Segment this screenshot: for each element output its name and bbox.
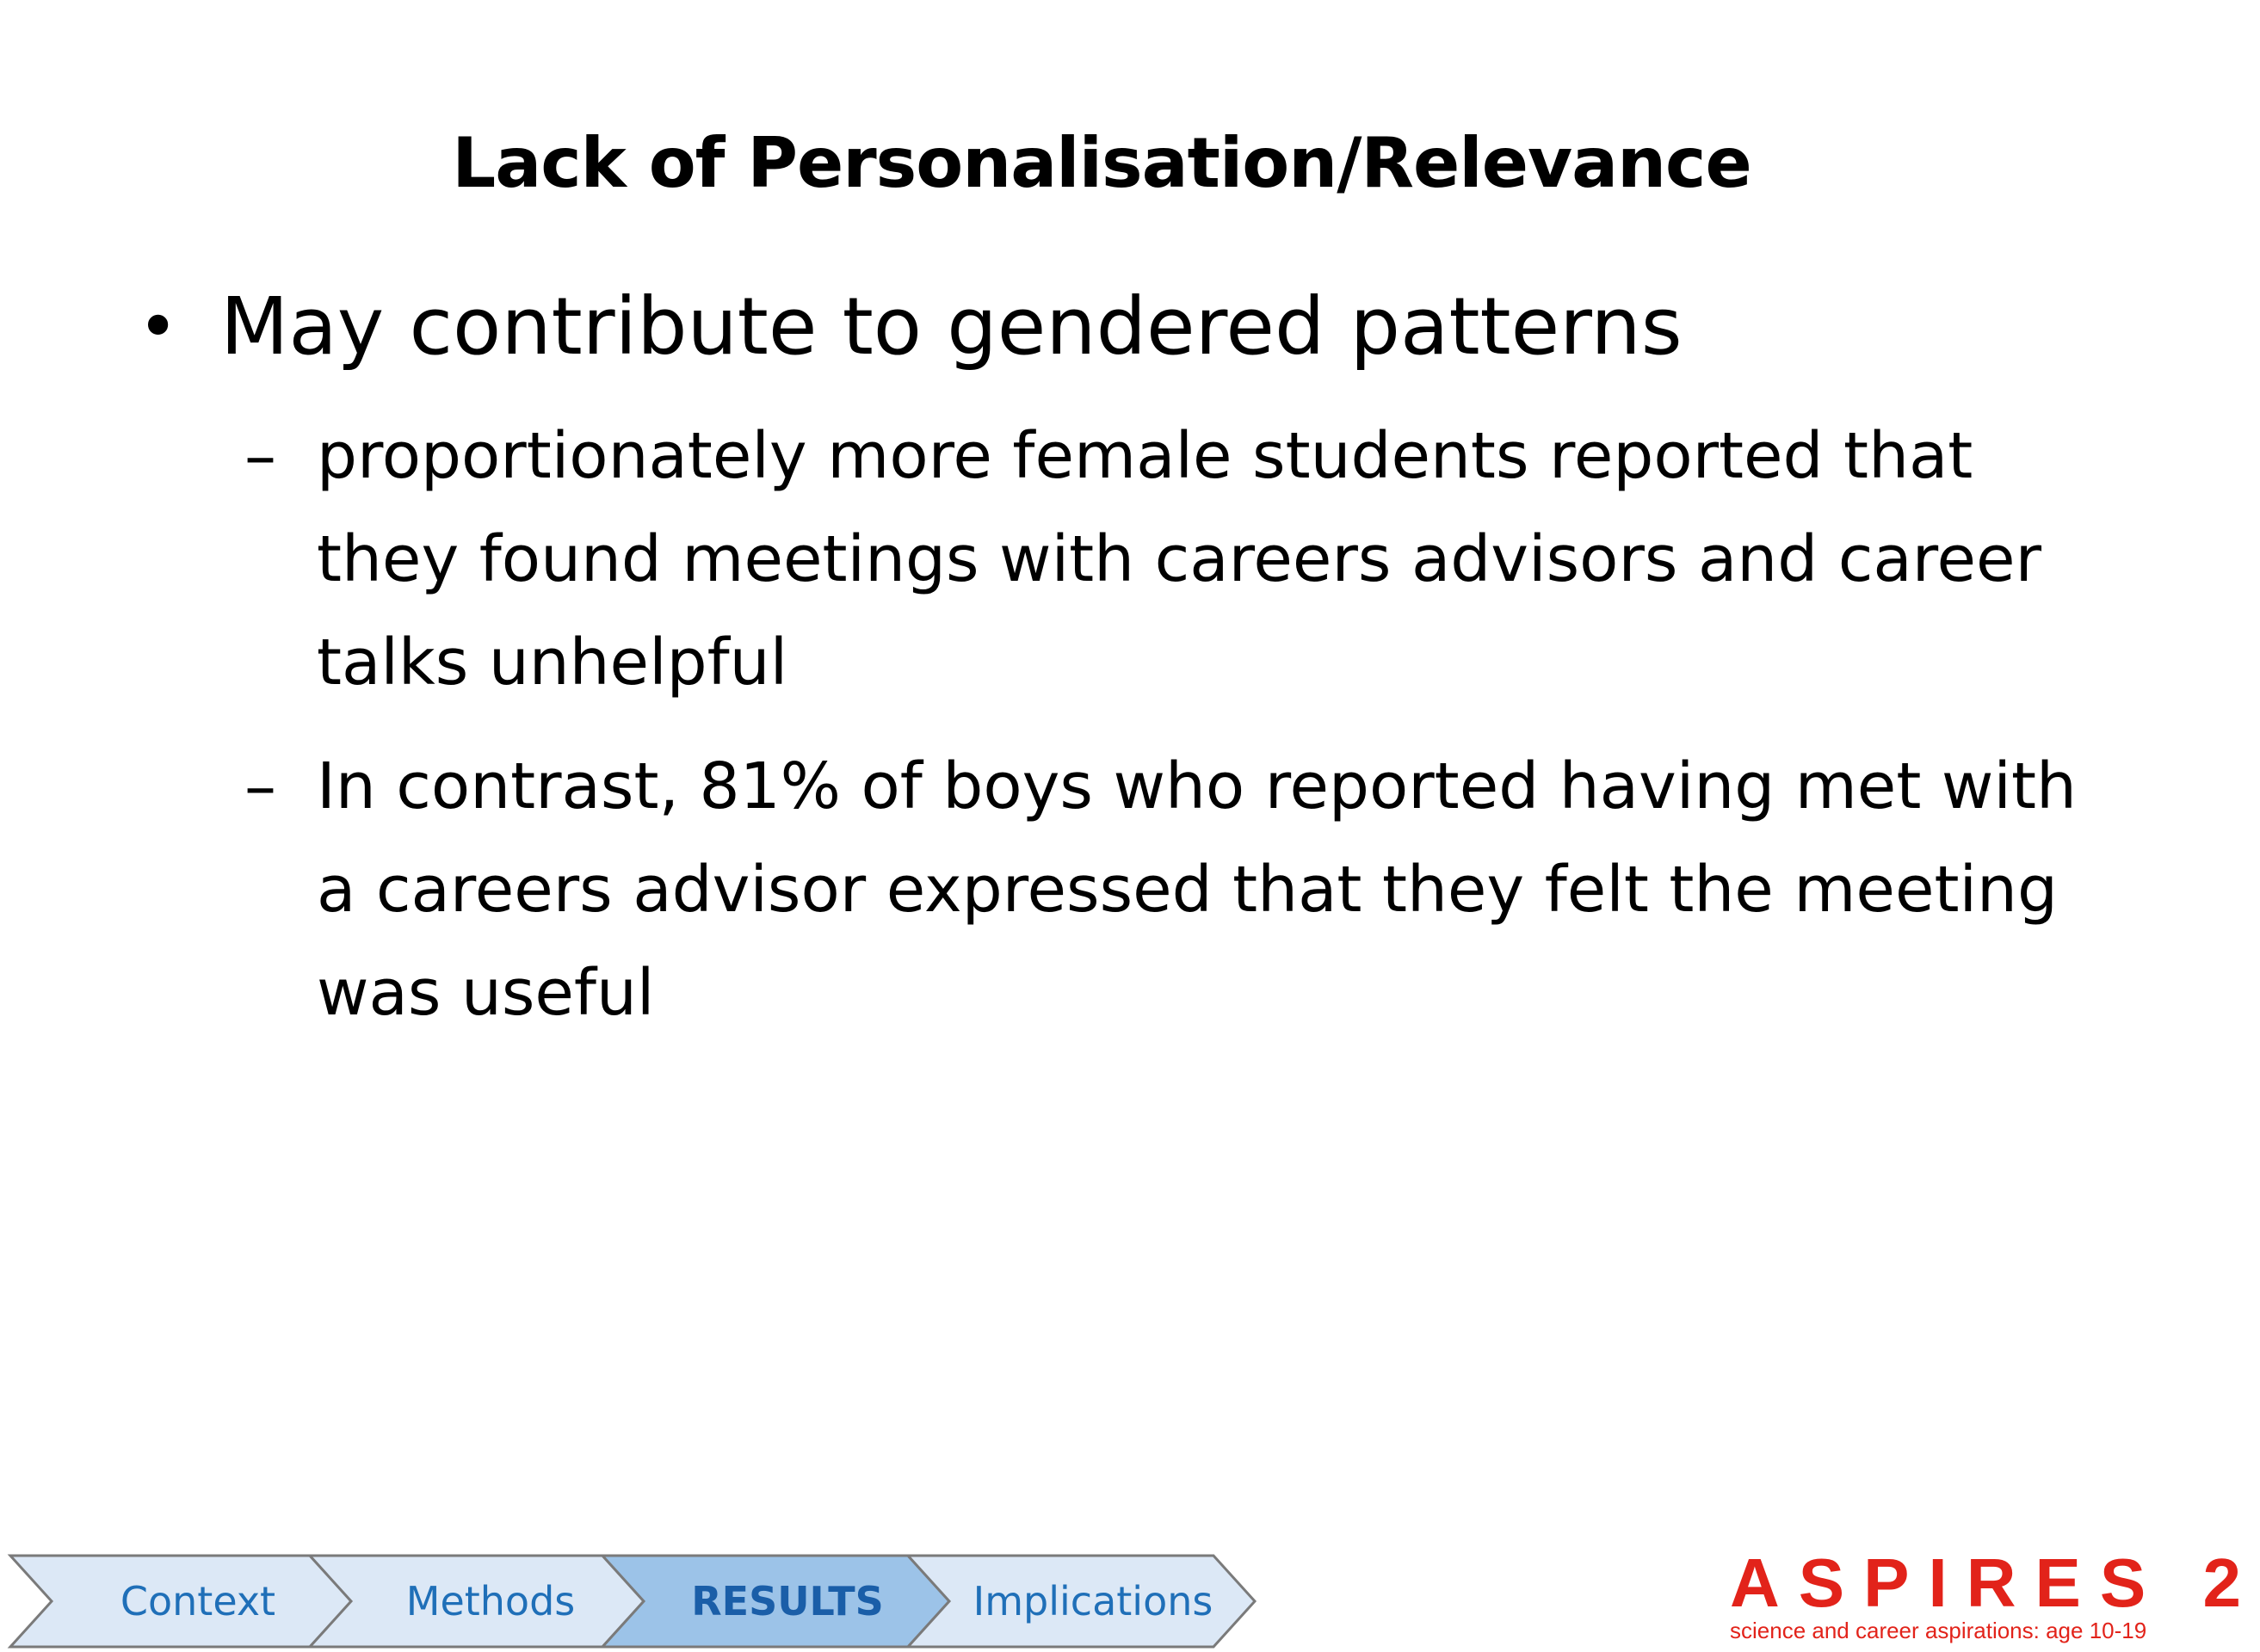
- section-navigation: [9, 1554, 1265, 1649]
- nav-item-methods[interactable]: Methods: [405, 1578, 576, 1624]
- sub-bullet-text: proportionately more female students reported that they found meetings with careers advisors and career talks unhelpful: [317, 419, 2041, 700]
- bullet-marker: •: [138, 287, 179, 367]
- sub-bullet-item: [244, 735, 2133, 1045]
- sub-bullet-marker: –: [244, 419, 276, 493]
- logo-tagline: science and career aspirations: age 10-19: [1730, 1618, 2147, 1643]
- sub-bullet-list: [244, 404, 2117, 1045]
- logo-wordmark: ASPIRES 2: [1730, 1544, 2260, 1621]
- nav-item-results[interactable]: RESULTS: [691, 1578, 884, 1624]
- nav-item-context[interactable]: Context: [120, 1578, 276, 1624]
- slide-title: Lack of Personalisation/Relevance: [452, 123, 1751, 203]
- bullet-item: [138, 275, 2117, 379]
- nav-item-implications[interactable]: Implications: [973, 1578, 1213, 1624]
- sub-bullet-text: In contrast, 81% of boys who reported having met with a careers advisor expressed that they felt the meeting was useful: [317, 749, 2077, 1030]
- bullet-text: May contribute to gendered patterns: [220, 280, 1683, 373]
- bullet-list: [138, 275, 2117, 1065]
- sub-bullet-marker: –: [244, 749, 276, 823]
- aspires-logo: [1730, 1544, 2260, 1643]
- sub-bullet-item: [244, 404, 2133, 714]
